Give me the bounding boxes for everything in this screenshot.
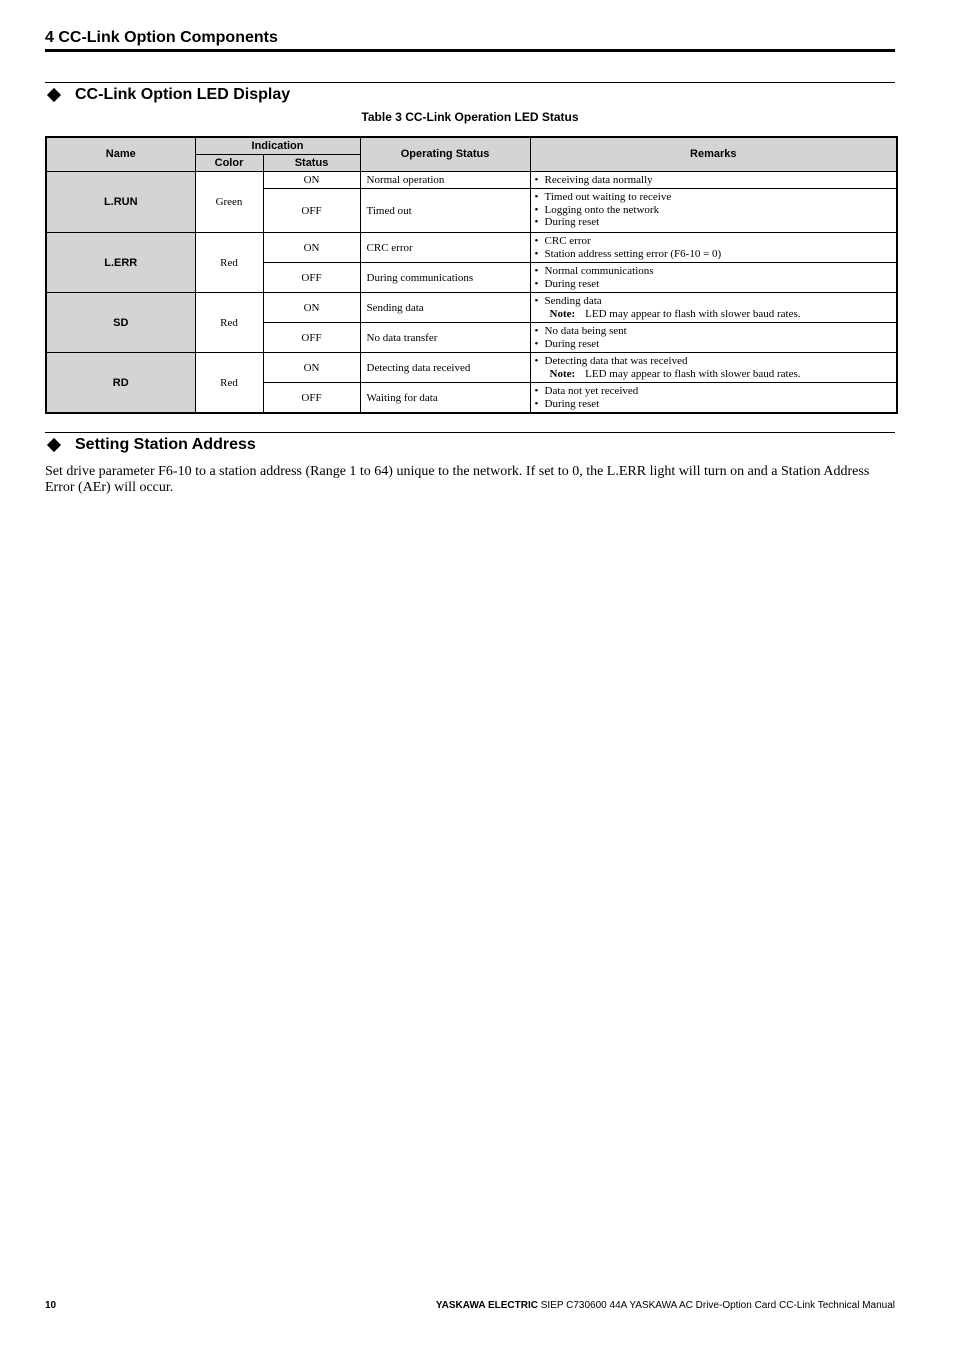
remark-item: • Logging onto the network bbox=[534, 203, 660, 216]
remark-note: Note: LED may appear to flash with slower baud rates. bbox=[549, 307, 801, 320]
footer-manual: SIEP C730600 44A YASKAWA AC Drive-Option Card CC-Link Technical Manual bbox=[537, 1300, 895, 1311]
page-number: 10 bbox=[45, 1300, 57, 1311]
remarks bbox=[530, 323, 897, 353]
footer-company: YASKAWA ELECTRIC bbox=[435, 1300, 538, 1311]
led-status: OFF bbox=[263, 383, 360, 414]
remarks bbox=[530, 189, 897, 233]
table-caption: Table 3 CC-Link Operation LED Status bbox=[361, 110, 579, 124]
section-heading-led-display bbox=[45, 86, 290, 104]
led-color: Green bbox=[195, 171, 263, 233]
led-status: ON bbox=[263, 353, 360, 383]
header-indication: Indication bbox=[195, 137, 360, 154]
remark-item: • Data not yet received bbox=[534, 385, 639, 397]
remark-item: • CRC error bbox=[534, 235, 591, 247]
remark-item: • No data being sent bbox=[534, 325, 627, 337]
chapter-title: 4 CC-Link Option Components bbox=[45, 29, 278, 46]
remark-item: • Sending data bbox=[534, 295, 602, 307]
led-name: L.RUN bbox=[46, 171, 195, 233]
diamond-bullet-icon bbox=[47, 88, 61, 102]
header-color: Color bbox=[195, 154, 263, 171]
operating-status: Detecting data received bbox=[360, 353, 530, 383]
operating-status: Timed out bbox=[360, 189, 530, 233]
chapter-rule bbox=[45, 49, 895, 52]
remark-item: • During reset bbox=[534, 397, 600, 410]
diamond-bullet-icon bbox=[47, 438, 61, 452]
footer-manual-info bbox=[436, 1300, 895, 1311]
remarks bbox=[530, 263, 897, 293]
remark-note: Note: LED may appear to flash with slower baud rates. bbox=[549, 367, 801, 380]
remark-item: • Timed out waiting to receive bbox=[534, 191, 672, 203]
section-rule bbox=[45, 432, 895, 433]
section-heading-station-address bbox=[45, 436, 256, 454]
led-status: ON bbox=[263, 171, 360, 189]
led-name: SD bbox=[46, 293, 195, 353]
led-color: Red bbox=[195, 353, 263, 414]
remark-item: • Normal communications bbox=[534, 265, 654, 277]
operating-status: During communications bbox=[360, 263, 530, 293]
led-name: L.ERR bbox=[46, 233, 195, 293]
remark-item: • Detecting data that was received bbox=[534, 355, 688, 367]
section-rule bbox=[45, 82, 895, 83]
led-status: ON bbox=[263, 293, 360, 323]
table-row bbox=[46, 233, 897, 263]
header-status: Status bbox=[263, 154, 360, 171]
operating-status: CRC error bbox=[360, 233, 530, 263]
led-status-table bbox=[45, 136, 898, 414]
header-remarks: Remarks bbox=[530, 137, 897, 171]
led-color: Red bbox=[195, 293, 263, 353]
table-row bbox=[46, 171, 897, 189]
remarks bbox=[530, 383, 897, 414]
remarks bbox=[530, 171, 897, 189]
remarks bbox=[530, 293, 897, 323]
section-title: Setting Station Address bbox=[75, 436, 256, 453]
led-status: OFF bbox=[263, 323, 360, 353]
remark-item: • During reset bbox=[534, 277, 600, 290]
section-title: CC-Link Option LED Display bbox=[75, 86, 291, 103]
operating-status: Sending data bbox=[360, 293, 530, 323]
table-row bbox=[46, 293, 897, 323]
remarks bbox=[530, 233, 897, 263]
operating-status: No data transfer bbox=[360, 323, 530, 353]
remarks bbox=[530, 353, 897, 383]
operating-status: Normal operation bbox=[360, 171, 530, 189]
header-operating-status: Operating Status bbox=[360, 137, 530, 171]
led-status: OFF bbox=[263, 189, 360, 233]
body-paragraph: Set drive parameter F6-10 to a station address (Range 1 to 64) unique to the network. If set to 0, the L.ERR light will turn on and a Station Address Error (AEr) will occur. bbox=[45, 464, 870, 495]
led-status: OFF bbox=[263, 263, 360, 293]
table-row bbox=[46, 353, 897, 383]
remark-item: • Station address setting error (F6-10 = 0) bbox=[534, 247, 722, 260]
remark-item: • During reset bbox=[534, 337, 600, 350]
led-name: RD bbox=[46, 353, 195, 414]
operating-status: Waiting for data bbox=[360, 383, 530, 414]
remark-item: • Receiving data normally bbox=[534, 173, 653, 186]
remark-item: • During reset bbox=[534, 216, 600, 228]
header-name: Name bbox=[46, 137, 195, 171]
led-status: ON bbox=[263, 233, 360, 263]
led-color: Red bbox=[195, 233, 263, 293]
